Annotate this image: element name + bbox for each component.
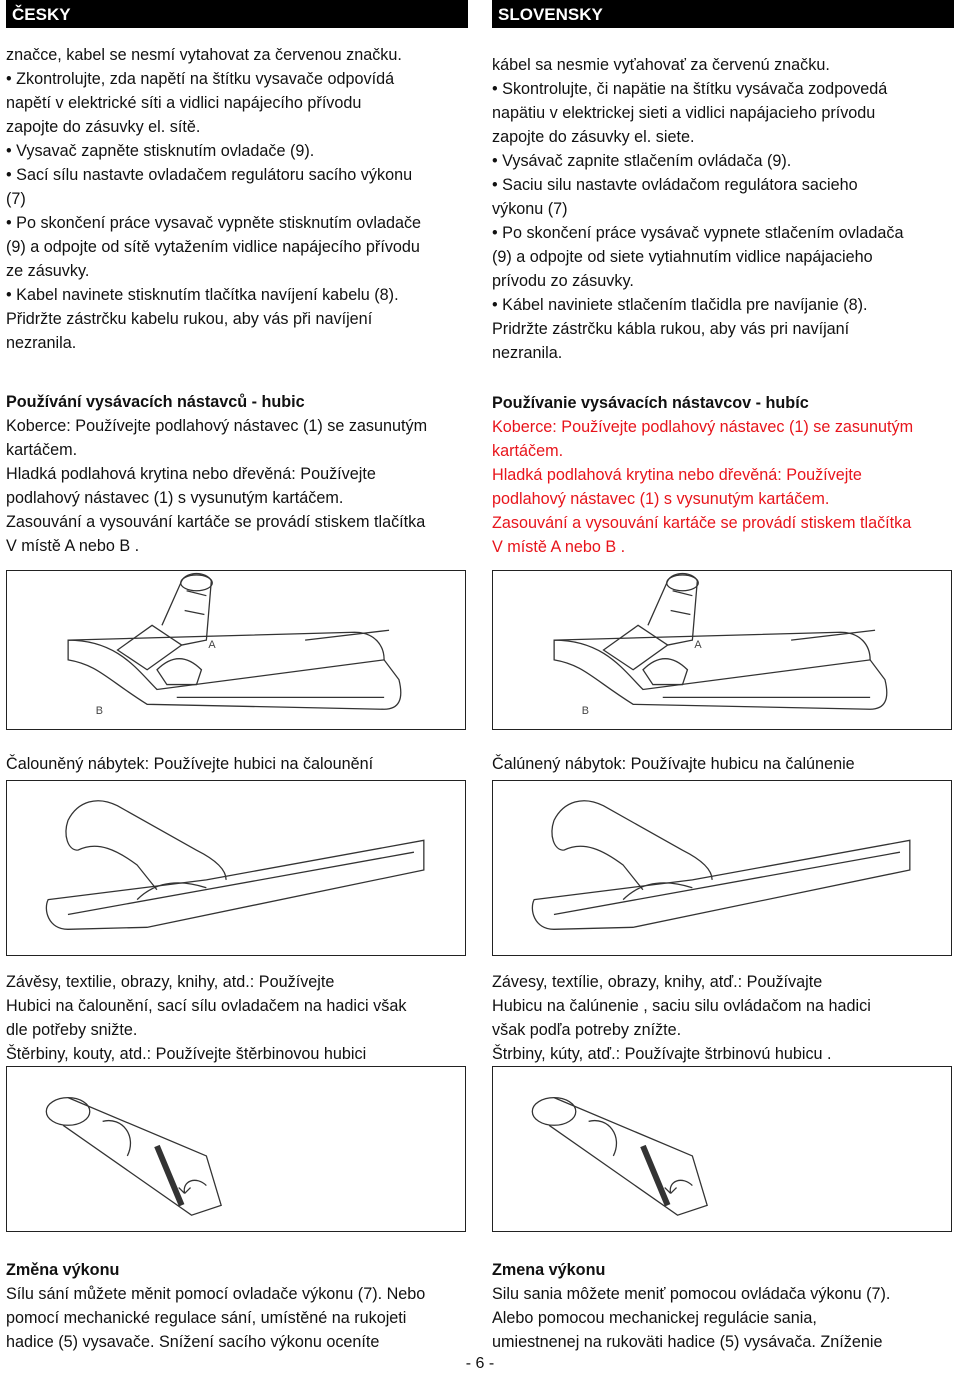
- column-czech: [6, 0, 468, 1351]
- intro-text: [6, 43, 468, 355]
- text-line: • Sací sílu nastavte ovladačem regulátoru sacího výkonu: [6, 166, 413, 184]
- floor-nozzle-figure: [6, 570, 466, 730]
- text-line: prívodu zo zásuvky.: [492, 272, 634, 290]
- label-b: B: [95, 705, 104, 718]
- text-line: napětí v elektrické síti a vidlici napájecího přívodu: [6, 94, 362, 112]
- section-heading: Používanie vysávacích nástavcov - hubíc: [492, 394, 809, 412]
- text-line: Štrbiny, kúty, atď.: Používajte štrbinovú hubicu .: [492, 1045, 832, 1063]
- text-line: Hubicu na čalúnenie , saciu silu ovládačom na hadici: [492, 997, 871, 1015]
- text-line: Závesy, textílie, obrazy, knihy, atď.: Používajte: [492, 973, 823, 991]
- text-line: hadice (5) vysavače. Snížení sacího výkonu oceníte: [6, 1333, 380, 1351]
- section-heading: Používání vysávacích nástavců - hubic: [6, 393, 305, 411]
- section-heading: Zmena výkonu: [492, 1261, 606, 1279]
- text-line: Silu sania môžete meniť pomocou ovládača výkonu (7).: [492, 1285, 891, 1303]
- floor-nozzle-illustration: [7, 571, 465, 729]
- text-line: Pridržte zástrčku kábla rukou, aby vás pri navíjaní: [492, 320, 850, 338]
- text-line: • Kábel naviniete stlačením tlačidla pre navíjanie (8).: [492, 296, 868, 314]
- text-line: umiestnenej na rukoväti hadice (5) vysávača. Zníženie: [492, 1333, 883, 1351]
- curtains-text: [6, 970, 468, 1066]
- text-line: Čalúnený nábytok: Používajte hubicu na čalúnenie: [492, 755, 855, 773]
- text-line: • Po skončení práce vysavač vypněte stisknutím ovladače: [6, 214, 422, 232]
- text-line: Hubici na čalounění, sací sílu ovladačem na hadici však: [6, 997, 407, 1015]
- floor-nozzle-figure: [492, 570, 952, 730]
- text-line: Závěsy, textilie, obrazy, knihy, atd.: Používejte: [6, 973, 335, 991]
- crevice-nozzle-illustration: [493, 1067, 951, 1231]
- text-line: Přidržte zástrčku kabelu rukou, aby vás při navíjení: [6, 310, 373, 328]
- nozzle-section: [492, 391, 954, 559]
- intro-text: [492, 53, 954, 365]
- text-line: Alebo pomocou mechanickej regulácie sania,: [492, 1309, 817, 1327]
- text-line: kábel sa nesmie vyťahovať za červenú značku.: [492, 56, 830, 74]
- text-line: nezranila.: [6, 334, 77, 352]
- nozzle-section: [6, 390, 468, 558]
- text-line: V místě A nebo B .: [6, 537, 140, 555]
- text-line: Štěrbiny, kouty, atd.: Používejte štěrbinovou hubici: [6, 1045, 367, 1063]
- text-line: • Kabel navinete stisknutím tlačítka navíjení kabelu (8).: [6, 286, 399, 304]
- text-line: • Zkontrolujte, zda napětí na štítku vysavače odpovídá: [6, 70, 395, 88]
- crevice-nozzle-figure: [6, 1066, 466, 1232]
- text-line: napätiu v elektrickej sieti a vidlici napájacieho prívodu: [492, 104, 876, 122]
- text-line: Sílu sání můžete měnit pomocí ovladače výkonu (7). Nebo: [6, 1285, 426, 1303]
- section-header: ČESKY: [6, 0, 468, 28]
- text-line: dle potřeby snižte.: [6, 1021, 138, 1039]
- text-line: • Vysavač zapněte stisknutím ovladače (9).: [6, 142, 315, 160]
- text-line: Zasouvání a vysouvání kartáče se provádí stiskem tlačítka: [492, 514, 912, 532]
- text-line: podlahový nástavec (1) s vysunutým kartáčem.: [492, 490, 830, 508]
- upholstery-nozzle-figure: [6, 780, 466, 956]
- text-line: ze zásuvky.: [6, 262, 90, 280]
- text-line: pomocí mechanické regulace sání, umístěné na rukojeti: [6, 1309, 407, 1327]
- text-line: zapojte do zásuvky el. siete.: [492, 128, 695, 146]
- upholstery-nozzle-illustration: [493, 781, 951, 955]
- column-slovak: [492, 0, 954, 1351]
- text-line: zapojte do zásuvky el. sítě.: [6, 118, 201, 136]
- text-line: nezranila.: [492, 344, 563, 362]
- text-line: V místě A nebo B .: [492, 538, 626, 556]
- upholstery-nozzle-figure: [492, 780, 952, 956]
- upholstery-nozzle-illustration: [7, 781, 465, 955]
- text-line: Čalouněný nábytek: Používejte hubici na čalounění: [6, 755, 374, 773]
- text-line: Koberce: Používejte podlahový nástavec (1) se zasunutým: [6, 417, 428, 435]
- text-line: • Po skončení práce vysávač vypnete stlačením ovladača: [492, 224, 904, 242]
- crevice-nozzle-illustration: [7, 1067, 465, 1231]
- section-heading: Změna výkonu: [6, 1261, 120, 1279]
- upholstery-text: [6, 752, 468, 776]
- text-line: • Vysávač zapnite stlačením ovládača (9).: [492, 152, 792, 170]
- label-a: A: [694, 639, 702, 652]
- upholstery-text: [492, 752, 954, 776]
- text-line: Zasouvání a vysouvání kartáče se provádí stiskem tlačítka: [6, 513, 426, 531]
- curtains-text: [492, 970, 954, 1066]
- text-line: značce, kabel se nesmí vytahovat za červenou značku.: [6, 46, 402, 64]
- section-header: SLOVENSKY: [492, 0, 954, 28]
- text-line: však podľa potreby znížte.: [492, 1021, 682, 1039]
- text-line: (9) a odpojte od sítě vytažením vidlice napájecího přívodu: [6, 238, 420, 256]
- text-line: kartáčem.: [6, 441, 78, 459]
- page-number: - 6 -: [465, 1355, 495, 1372]
- label-b: B: [581, 705, 590, 718]
- text-line: kartáčem.: [492, 442, 564, 460]
- text-line: • Skontrolujte, či napätie na štítku vysávača zodpovedá: [492, 80, 888, 98]
- floor-nozzle-illustration: [493, 571, 951, 729]
- crevice-nozzle-figure: [492, 1066, 952, 1232]
- power-section: [6, 1258, 468, 1354]
- text-line: výkonu (7): [492, 200, 568, 218]
- text-line: (9) a odpojte od siete vytiahnutím vidlice napájacieho: [492, 248, 873, 266]
- text-line: Hladká podlahová krytina nebo dřevěná: Používejte: [6, 465, 376, 483]
- label-a: A: [208, 639, 216, 652]
- text-line: podlahový nástavec (1) s vysunutým kartáčem.: [6, 489, 344, 507]
- text-line: • Saciu silu nastavte ovládačom regulátora sacieho: [492, 176, 858, 194]
- power-section: [492, 1258, 954, 1354]
- text-line: (7): [6, 190, 26, 208]
- text-line: Hladká podlahová krytina nebo dřevěná: Používejte: [492, 466, 862, 484]
- text-line: Koberce: Používejte podlahový nástavec (1) se zasunutým: [492, 418, 914, 436]
